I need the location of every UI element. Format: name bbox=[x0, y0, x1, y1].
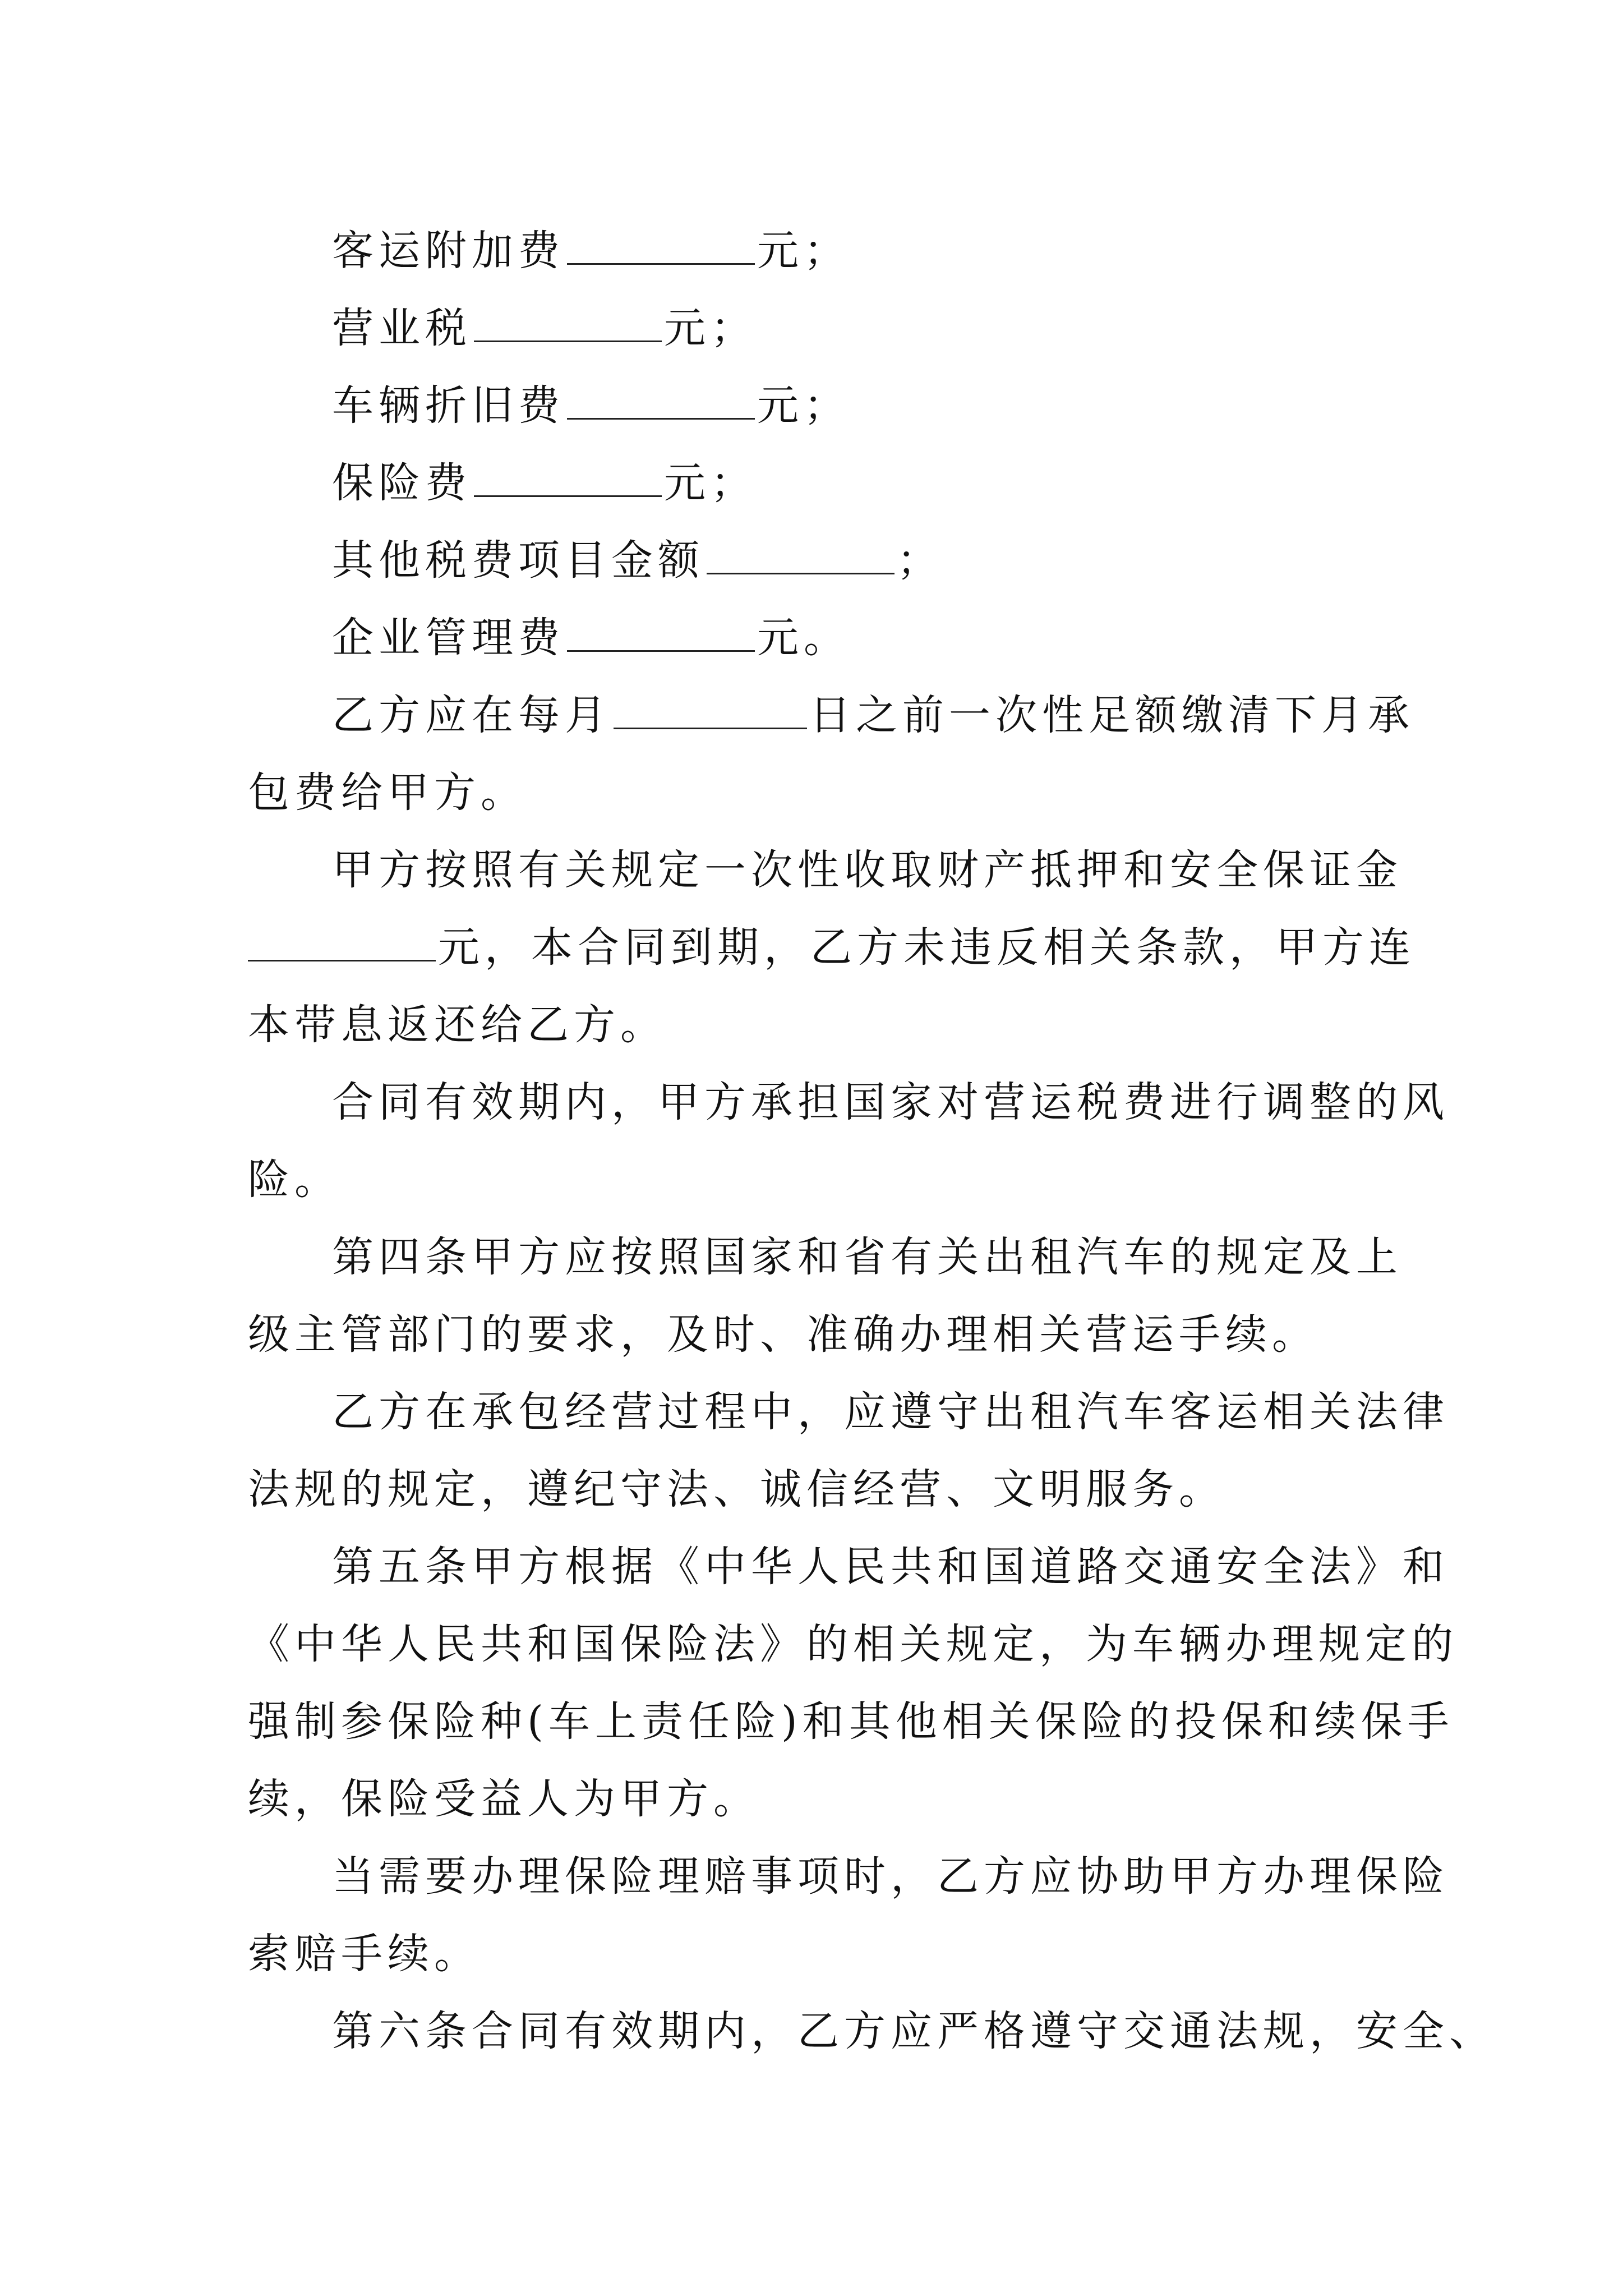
fee-label: 企业管理费 bbox=[332, 614, 565, 662]
deposit-line-1: 甲方按照有关规定一次性收取财产抵押和安全保证金 bbox=[332, 846, 1403, 894]
document-page bbox=[248, 212, 1496, 2070]
risk-line-1: 合同有效期内，甲方承担国家对营运税费进行调整的风 bbox=[332, 1078, 1449, 1126]
article5-line-2: 《中华人民共和国保险法》的相关规定，为车辆办理规定的 bbox=[248, 1620, 1458, 1668]
fill-blank bbox=[248, 926, 436, 961]
article4-line-1: 第四条甲方应按照国家和省有关出租汽车的规定及上 bbox=[332, 1233, 1403, 1281]
fee-unit: 元； bbox=[757, 381, 850, 430]
payment-line-1 bbox=[248, 677, 1414, 754]
fill-blank bbox=[474, 462, 662, 497]
fill-blank bbox=[567, 229, 755, 265]
fee-item-insurance bbox=[248, 444, 1386, 522]
fill-blank bbox=[614, 694, 807, 729]
fee-label: 营业税 bbox=[332, 304, 472, 352]
fee-unit: 元； bbox=[757, 227, 850, 275]
fee-item-business-tax bbox=[248, 289, 1386, 367]
fee-unit: 元； bbox=[664, 459, 757, 507]
fee-unit: 元。 bbox=[757, 614, 850, 662]
claims-line-2: 索赔手续。 bbox=[248, 1930, 481, 1978]
operation-line-2: 法规的规定，遵纪守法、诚信经营、文明服务。 bbox=[248, 1465, 1225, 1513]
fee-label: 保险费 bbox=[332, 459, 472, 507]
operation-line-1: 乙方在承包经营过程中，应遵守出租汽车客运相关法律 bbox=[332, 1388, 1449, 1436]
fee-item-passenger-surcharge bbox=[248, 212, 1386, 289]
article6-line-1: 第六条合同有效期内，乙方应严格遵守交通法规，安全、 bbox=[332, 2007, 1496, 2055]
fee-item-depreciation bbox=[248, 367, 1386, 444]
article5-line-4: 续，保险受益人为甲方。 bbox=[248, 1775, 760, 1823]
claims-line-1: 当需要办理保险理赔事项时，乙方应协助甲方办理保险 bbox=[332, 1852, 1449, 1901]
fee-unit: ； bbox=[897, 536, 943, 585]
paragraph-text: 乙方应在每月 bbox=[332, 691, 611, 739]
fee-label: 其他税费项目金额 bbox=[332, 536, 704, 585]
fill-blank bbox=[474, 307, 662, 342]
article5-line-1: 第五条甲方根据《中华人民共和国道路交通安全法》和 bbox=[332, 1543, 1449, 1591]
fill-blank bbox=[567, 616, 755, 652]
article4-line-2: 级主管部门的要求，及时、准确办理相关营运手续。 bbox=[248, 1310, 1318, 1359]
paragraph-text: 日之前一次性足额缴清下月承 bbox=[809, 691, 1414, 739]
deposit-line-3: 本带息返还给乙方。 bbox=[248, 1001, 667, 1049]
fill-blank bbox=[567, 384, 755, 420]
fee-label: 车辆折旧费 bbox=[332, 381, 565, 430]
article5-line-3: 强制参保险种(车上责任险)和其他相关保险的投保和续保手 bbox=[248, 1697, 1454, 1746]
fee-item-other-taxes bbox=[248, 522, 1386, 599]
risk-line-2: 险。 bbox=[248, 1156, 341, 1204]
deposit-line-2 bbox=[248, 909, 1415, 986]
fee-label: 客运附加费 bbox=[332, 227, 565, 275]
fee-unit: 元； bbox=[664, 304, 757, 352]
payment-line-2: 包费给甲方。 bbox=[248, 769, 527, 817]
fill-blank bbox=[707, 539, 895, 574]
paragraph-text: 元，本合同到期，乙方未违反相关条款，甲方连 bbox=[438, 923, 1415, 972]
fee-item-management bbox=[248, 599, 1386, 677]
